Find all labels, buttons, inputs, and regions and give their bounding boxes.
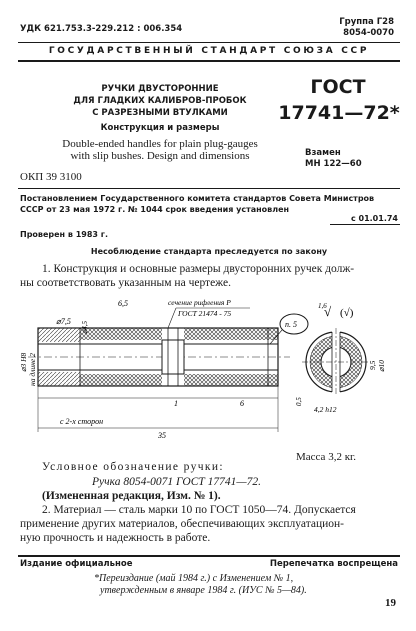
gost-number: 17741—72*: [278, 102, 400, 124]
dim-35: 35: [158, 431, 166, 440]
reprint-notice: Перепечатка воспрещена: [269, 559, 398, 569]
official-edition: Издание официальное: [20, 559, 133, 569]
section-1: [20, 262, 400, 290]
title-block: [40, 83, 280, 134]
okp-code: ОКП 39 3100: [20, 171, 82, 183]
title-en-block: [30, 138, 290, 162]
technical-drawing: [18, 294, 400, 444]
gost-label: ГОСТ: [310, 76, 366, 98]
section-2-line3: ную прочность и надежность в работе.: [20, 532, 211, 544]
knurl-top-right: [184, 328, 278, 340]
title-ru-line2: ДЛЯ ГЛАДКИХ КАЛИБРОВ-ПРОБОК: [73, 96, 247, 106]
note-gost: ГОСТ 21474 - 75: [178, 309, 232, 318]
reissue-note-1: *Переиздание (май 1984 г.) с Изменением № 1,: [94, 573, 294, 584]
title-ru-line1: РУЧКИ ДВУСТОРОННИЕ: [101, 84, 219, 94]
dim-1: 1: [174, 399, 178, 408]
title-en-line1: Double-ended handles for plain plug-gauges: [62, 138, 258, 150]
section-2: [20, 503, 400, 545]
dim-4-2: 4,2 h12: [314, 405, 337, 414]
section-2-line1: 2. Материал — сталь марки 10 по ГОСТ 1050—74. Допускается: [42, 504, 356, 516]
dim-9-5: 9,5: [368, 360, 377, 370]
section-1-line1: 1. Конструкция и основные размеры двусторонних ручек долж-: [42, 263, 355, 275]
title-en-line2: with slip bushes. Design and dimensions: [70, 150, 250, 162]
section-1-line2: ны соответствовать указанным на чертеже.: [20, 277, 231, 289]
footer-rule: [18, 555, 400, 557]
mass-label: Масса 3,2 кг.: [296, 451, 357, 463]
knurl-bottom-left: [80, 374, 162, 386]
replaces-value: МН 122—60: [305, 159, 362, 169]
dim-phi10: ⌀10: [377, 359, 386, 372]
section-2-line2: применение других материалов, обеспечивающих эксплуатацион-: [20, 518, 345, 530]
dim-phi4-5: ⌀4,5: [81, 321, 89, 334]
decree-line1: Постановлением Государственного комитета стандартов Совета Министров: [20, 194, 375, 203]
banner-rule: [18, 60, 400, 62]
hatch-end-bottom: [38, 372, 80, 386]
designation-edition: (Измененная редакция, Изм. № 1).: [42, 490, 221, 502]
decree-date: с 01.01.74: [350, 214, 398, 223]
decree-date-rule: [330, 224, 400, 225]
dim-phi3-h8: ⌀3 Н8: [19, 352, 28, 372]
dim-length-side: на длине 2: [28, 353, 37, 386]
law-notice: Несоблюдение стандарта преследуется по закону: [90, 247, 328, 256]
udc-code: УДК 621.753.3-229.212 : 006.354: [20, 24, 183, 34]
title-ru-line3: С РАЗРЕЗНЫМИ ВТУЛКАМИ: [92, 108, 228, 118]
knurl-top-left: [80, 328, 162, 340]
dim-6-5: 6,5: [118, 299, 128, 308]
decree-line2: СССР от 23 мая 1972 г. № 1044 срок введения установлен: [20, 205, 290, 214]
page-number: 19: [385, 597, 396, 609]
note-section: сечение рифления Р: [168, 298, 231, 307]
roughness-value: 1,6: [318, 302, 327, 310]
hatch-end-top: [38, 328, 80, 342]
roughness-check: √: [324, 304, 332, 319]
dim-phi7-5: ⌀7,5: [56, 317, 71, 326]
okp-rule: [18, 188, 400, 189]
middle-groove: [162, 340, 184, 374]
checked-note: Проверен в 1983 г.: [20, 230, 108, 239]
dim-both-sides: с 2-х сторон: [60, 417, 104, 426]
group-code: Группа Г28: [339, 17, 394, 27]
knurl-bottom-right: [184, 374, 278, 386]
dim-0-5: 0,5: [295, 397, 303, 406]
callout-label: п. 5: [285, 320, 297, 329]
top-rule: [18, 42, 400, 43]
note-arrow: [168, 308, 176, 328]
title-ru-sub: Конструкция и размеры: [100, 123, 220, 133]
designation-label: Условное обозначение ручки:: [42, 461, 225, 473]
designation-value: Ручка 8054-0071 ГОСТ 17741—72.: [92, 476, 262, 488]
dim-6: 6: [240, 399, 244, 408]
product-code: 8054-0070: [343, 28, 394, 38]
standard-banner: ГОСУДАРСТВЕННЫЙ СТАНДАРТ СОЮЗА ССР: [48, 46, 370, 56]
reissue-note-2: утвержденным в январе 1984 г. (ИУС № 5—84).: [100, 585, 307, 596]
roughness-general: (√): [340, 307, 354, 319]
replaces-label: Взамен: [305, 148, 341, 158]
